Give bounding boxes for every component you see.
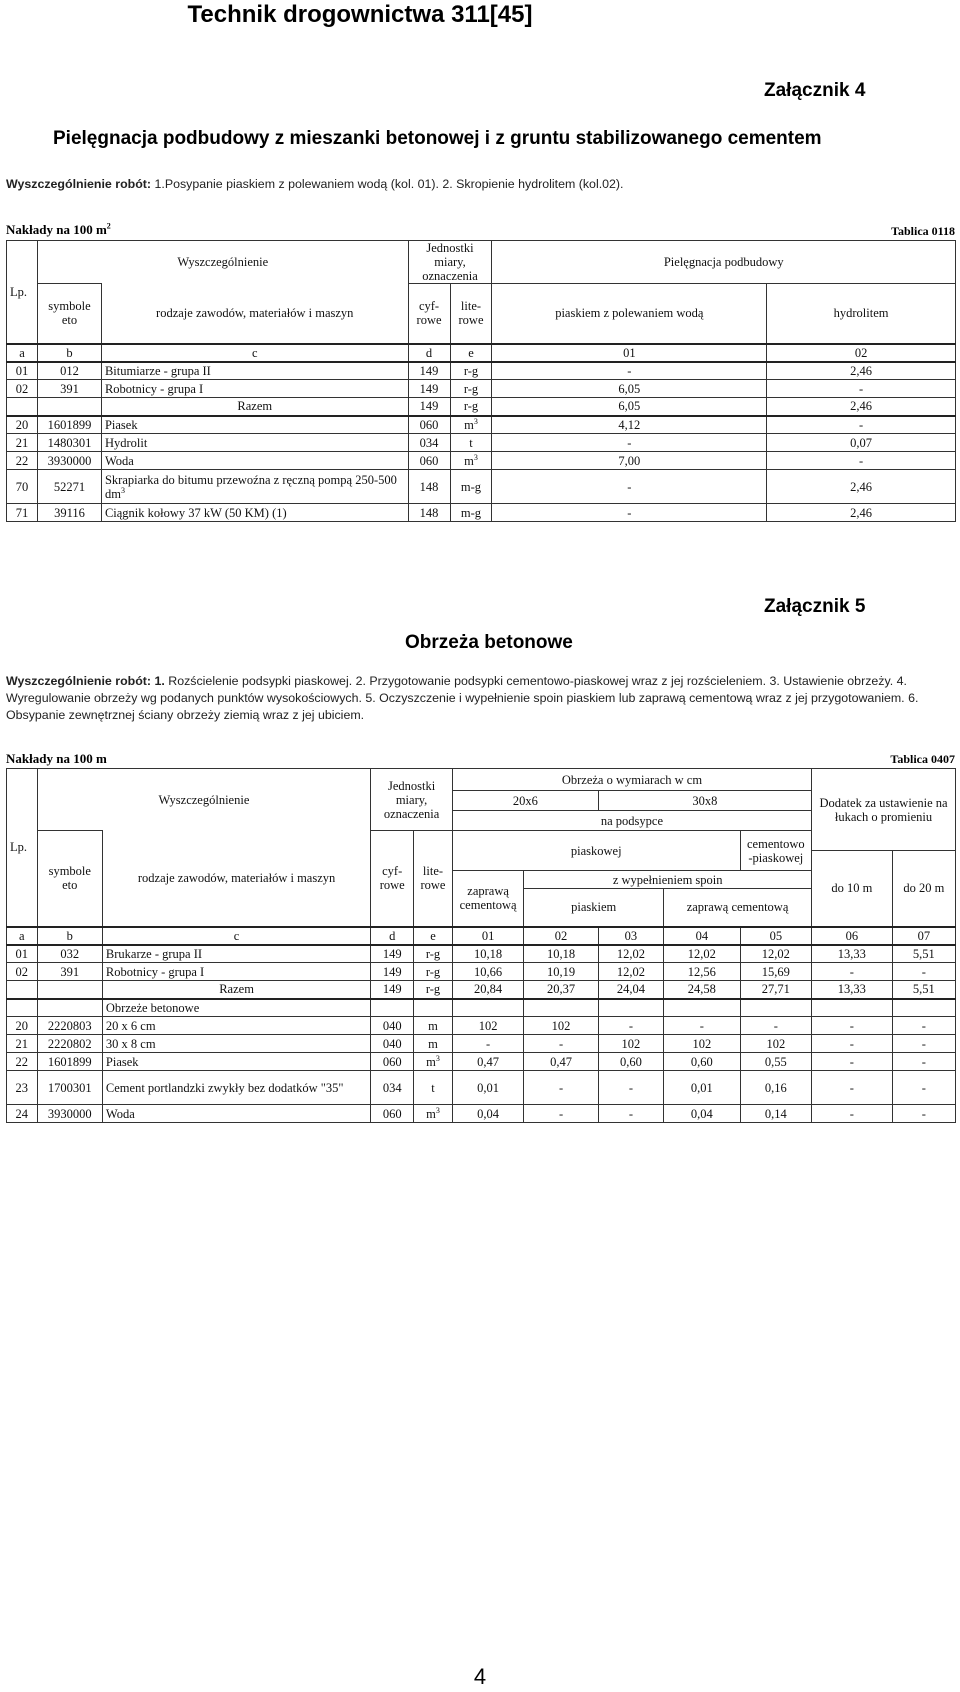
index-cell: 03 bbox=[598, 927, 663, 945]
header-zaprawa: zaprawą cementową bbox=[452, 871, 523, 927]
header-cyfrowe: cyf- rowe bbox=[371, 831, 414, 927]
header-na-podsypce: na podsypce bbox=[452, 811, 811, 831]
works-text: 1.Posypanie piaskiem z polewaniem wodą (kol. 01). 2. Skropienie hydrolitem (kol.02). bbox=[151, 177, 624, 191]
works-description bbox=[6, 673, 956, 724]
annex-title: Pielęgnacja podbudowy z mieszanki betonowej i z gruntu stabilizowanego cementem bbox=[53, 128, 822, 149]
header-dodatek: Dodatek za ustawienie na łukach o promieniu bbox=[812, 769, 956, 851]
index-cell: d bbox=[371, 927, 414, 945]
table-row: 02 391 Robotnicy - grupa I 149 r-g 6,05 - bbox=[7, 380, 956, 398]
index-cell: e bbox=[414, 927, 453, 945]
header-cementowo: cementowo -piaskowej bbox=[740, 831, 811, 871]
header-lp: Lp. bbox=[7, 241, 38, 344]
tablica-number: Tablica 0407 bbox=[890, 752, 955, 766]
works-text: Rozścielenie podsypki piaskowej. 2. Przygotowanie podsypki cementowo-piaskowej wraz z jej rozścieleniem. 3. Ustawienie obrzeży. 4. Wyregulowanie obrzeży wg podanych punktów wysokościowych. 5. Oczyszczenie i wypełnienie spoin piaskiem lub zaprawą cementową wraz z jej przygotowaniem. 6. Obsypanie zewnętrznej ściany obrzeży ziemią wraz z jej ubiciem. bbox=[6, 674, 919, 722]
header-symbole: symbole eto bbox=[37, 284, 101, 344]
index-cell: b bbox=[37, 344, 101, 362]
index-cell: b bbox=[37, 927, 102, 945]
index-cell: 01 bbox=[492, 344, 767, 362]
table-row: 24 3930000 Woda 060 $m^3$ 0,04 - - 0,04 0,14 - - bbox=[7, 1105, 956, 1123]
header-cyfrowe: cyf- rowe bbox=[408, 284, 450, 344]
section-row bbox=[7, 999, 956, 1017]
table-row: 01 032 Brukarze - grupa II 149 r-g 10,18 10,18 12,02 12,02 12,02 13,33 5,51 bbox=[7, 945, 956, 963]
header-piaskowej: piaskowej bbox=[452, 831, 740, 871]
index-cell: e bbox=[450, 344, 492, 362]
works-label: Wyszczególnienie robót: 1. bbox=[6, 674, 165, 688]
index-cell: c bbox=[102, 927, 370, 945]
header-do-20: do 20 m bbox=[892, 851, 955, 927]
header-wyszczegolnienie: Wyszczególnienie bbox=[37, 241, 408, 284]
header-zaprawa-cementowa: zaprawą cementową bbox=[664, 889, 812, 927]
razem-row: Razem 149 r-g 6,05 2,46 bbox=[7, 398, 956, 416]
index-cell: a bbox=[7, 344, 38, 362]
index-cell: c bbox=[101, 344, 408, 362]
header-symbole: symbole eto bbox=[37, 831, 102, 927]
table-row: 71 39116 Ciągnik kołowy 37 kW (50 KM) (1) 148 m-g - 2,46 bbox=[7, 504, 956, 522]
razem-label: Razem bbox=[101, 398, 408, 416]
index-cell: 04 bbox=[664, 927, 741, 945]
table-row: 22 3930000 Woda 060 $m^3$ 7,00 - bbox=[7, 452, 956, 470]
index-cell: d bbox=[408, 344, 450, 362]
naklady-label: Nakłady na 100 m bbox=[6, 751, 107, 766]
works-label: Wyszczególnienie robót: bbox=[6, 177, 152, 191]
page-number: 4 bbox=[473, 1664, 487, 1689]
annex-label: Załącznik 4 bbox=[764, 80, 866, 101]
annex-title: Obrzeża betonowe bbox=[405, 632, 573, 653]
header-wyszczegolnienie: Wyszczególnienie bbox=[37, 769, 371, 831]
header-literowe: lite- rowe bbox=[414, 831, 453, 927]
costs-table-0118 bbox=[6, 240, 956, 522]
header-rodzaje: rodzaje zawodów, materiałów i maszyn bbox=[101, 284, 408, 344]
header-20x6: 20x6 bbox=[452, 791, 598, 811]
table-row: 20 2220803 20 x 6 cm 040 m 102 102 - - - - - bbox=[7, 1017, 956, 1035]
costs-table-0407 bbox=[6, 768, 956, 1123]
header-30x8: 30x8 bbox=[598, 791, 811, 811]
header-col-01: piaskiem z polewaniem wodą bbox=[492, 284, 767, 344]
index-cell: 02 bbox=[524, 927, 598, 945]
tablica-number: Tablica 0118 bbox=[891, 224, 955, 238]
table-row: 21 2220802 30 x 8 cm 040 m - - 102 102 102 - - bbox=[7, 1035, 956, 1053]
header-lp: Lp. bbox=[7, 769, 38, 927]
header-jednostki: Jednostki miary, oznaczenia bbox=[371, 769, 453, 831]
table-row: 21 1480301 Hydrolit 034 t - 0,07 bbox=[7, 434, 956, 452]
header-rodzaje: rodzaje zawodów, materiałów i maszyn bbox=[102, 831, 370, 927]
header-literowe: lite- rowe bbox=[450, 284, 492, 344]
header-do-10: do 10 m bbox=[812, 851, 893, 927]
index-cell: 06 bbox=[812, 927, 893, 945]
index-cell: 05 bbox=[740, 927, 811, 945]
header-z-wypelnieniem: z wypełnieniem spoin bbox=[524, 871, 812, 889]
works-description bbox=[6, 176, 946, 193]
razem-label: Razem bbox=[102, 981, 370, 999]
header-group: Pielęgnacja podbudowy bbox=[492, 241, 956, 284]
table-row: 22 1601899 Piasek 060 $m^3$ 0,47 0,47 0,60 0,60 0,55 - - bbox=[7, 1053, 956, 1071]
header-jednostki: Jednostki miary, oznaczenia bbox=[408, 241, 492, 284]
header-col-02: hydrolitem bbox=[767, 284, 956, 344]
page-header-title: Technik drogownictwa 311[45] bbox=[187, 1, 533, 28]
section-label: Obrzeże betonowe bbox=[102, 999, 370, 1017]
index-cell: 02 bbox=[767, 344, 956, 362]
annex-label: Załącznik 5 bbox=[764, 596, 866, 617]
index-cell: 01 bbox=[452, 927, 523, 945]
table-row: 23 1700301 Cement portlandzki zwykły bez dodatków "35" 034 t 0,01 - - 0,01 0,16 - - bbox=[7, 1071, 956, 1105]
razem-row: Razem 149 r-g 20,84 20,37 24,04 24,58 27,71 13,33 5,51 bbox=[7, 981, 956, 999]
header-piaskiem: piaskiem bbox=[524, 889, 664, 927]
table-row: 20 1601899 Piasek 060 $m^3$ 4,12 - bbox=[7, 416, 956, 434]
naklady-label: Nakłady na 100 $m^2$ bbox=[6, 221, 111, 237]
table-row: 02 391 Robotnicy - grupa I 149 r-g 10,66 10,19 12,02 12,56 15,69 - - bbox=[7, 963, 956, 981]
index-cell: a bbox=[7, 927, 38, 945]
index-cell: 07 bbox=[892, 927, 955, 945]
table-row: 01 012 Bitumiarze - grupa II 149 r-g - 2,46 bbox=[7, 362, 956, 380]
table-row: 70 52271 Skrapiarka do bitumu przewoźna z ręczną pompą 250-500 $dm^3$ 148 m-g - 2,46 bbox=[7, 470, 956, 504]
header-obrzeza: Obrzeża o wymiarach w cm bbox=[452, 769, 811, 791]
